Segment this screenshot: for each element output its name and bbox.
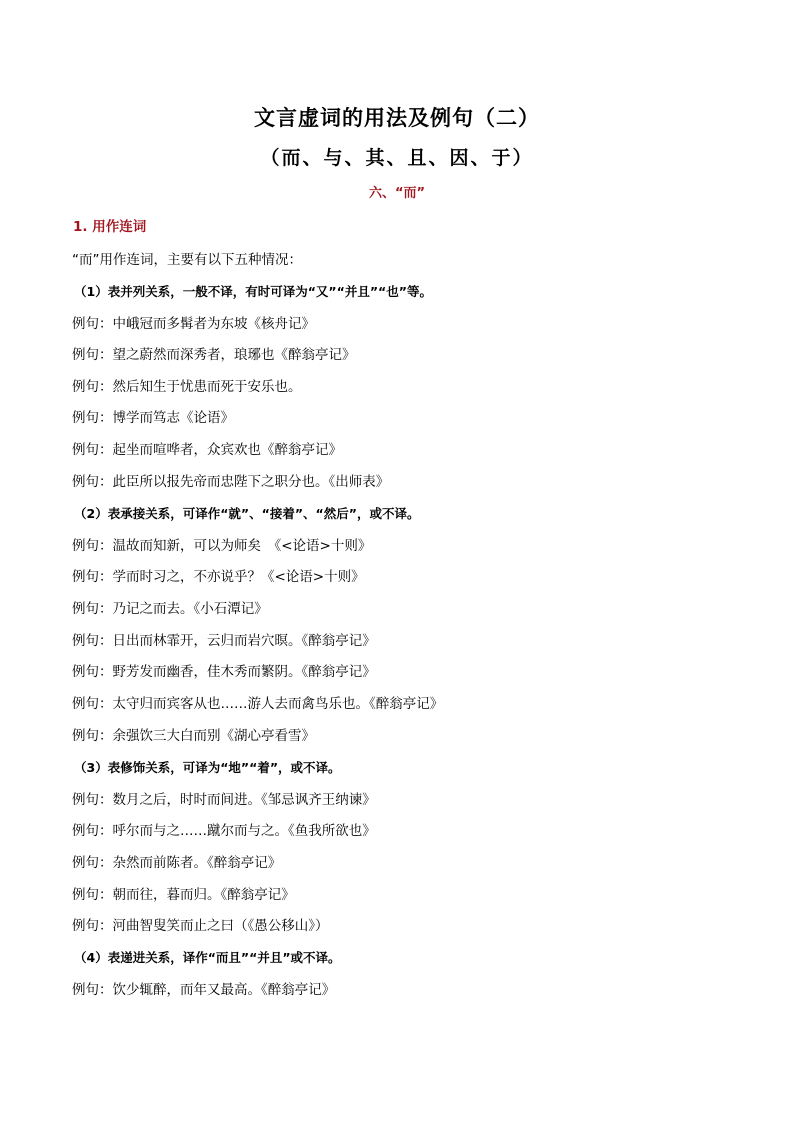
example-line: 例句：野芳发而幽香，佳木秀而繁阴。《醉翁亭记》 bbox=[72, 664, 376, 680]
example-line: 例句：呼尔而与之……蹴尔而与之。《鱼我所欲也》 bbox=[72, 823, 376, 839]
example-line: 例句：余强饮三大白而别《湖心亭看雪》 bbox=[72, 728, 315, 744]
subsection-heading: 1. 用作连词 bbox=[73, 219, 147, 235]
intro-line: “而”用作连词，主要有以下五种情况： bbox=[72, 252, 302, 268]
example-line: 例句：杂然而前陈者。《醉翁亭记》 bbox=[72, 855, 282, 871]
example-line: 例句：太守归而宾客从也……游人去而禽鸟乐也。《醉翁亭记》 bbox=[72, 696, 444, 712]
section-heading: 六、“而” bbox=[368, 186, 426, 201]
example-line: 例句：望之蔚然而深秀者，琅琊也《醉翁亭记》 bbox=[72, 347, 356, 363]
example-line: 例句：饮少辄醉，而年又最高。《醉翁亭记》 bbox=[72, 982, 336, 998]
example-line: 例句：起坐而喧哗者，众宾欢也《醉翁亭记》 bbox=[72, 442, 342, 458]
example-line: 例句：河曲智叟笑而止之曰（《愚公移山》） bbox=[72, 918, 329, 934]
example-line: 例句：乃记之而去。《小石潭记》 bbox=[72, 601, 268, 617]
usage-heading-3: （3）表修饰关系，可译为“地”“着”，或不译。 bbox=[74, 760, 341, 775]
example-line: 例句：日出而林霏开，云归而岩穴暝。《醉翁亭记》 bbox=[72, 633, 376, 649]
example-line: 例句：中峨冠而多髯者为东坡《核舟记》 bbox=[72, 316, 315, 332]
usage-heading-1: （1）表并列关系，一般不译，有时可译为“又”“并且”“也”等。 bbox=[74, 284, 432, 299]
example-line: 例句：温故而知新，可以为师矣 《<论语>十则》 bbox=[72, 538, 372, 554]
document-subtitle: （而、与、其、且、因、于） bbox=[260, 147, 534, 169]
example-line: 例句：然后知生于忧患而死于安乐也。 bbox=[72, 379, 302, 395]
example-line: 例句：朝而往，暮而归。《醉翁亭记》 bbox=[72, 887, 295, 903]
document-title: 文言虚词的用法及例句（二） bbox=[254, 106, 540, 130]
example-line: 例句：学而时习之，不亦说乎？《<论语>十则》 bbox=[72, 569, 365, 585]
usage-heading-2: （2）表承接关系，可译作“就”、“接着”、“然后”，或不译。 bbox=[74, 506, 420, 521]
usage-heading-4: （4）表递进关系，译作“而且”“并且”或不译。 bbox=[74, 950, 341, 965]
example-line: 例句：博学而笃志《论语》 bbox=[72, 410, 234, 426]
example-line: 例句：此臣所以报先帝而忠陛下之职分也。《出师表》 bbox=[72, 474, 390, 490]
example-line: 例句：数月之后，时时而间进。《邹忌讽齐王纳谏》 bbox=[72, 792, 376, 808]
